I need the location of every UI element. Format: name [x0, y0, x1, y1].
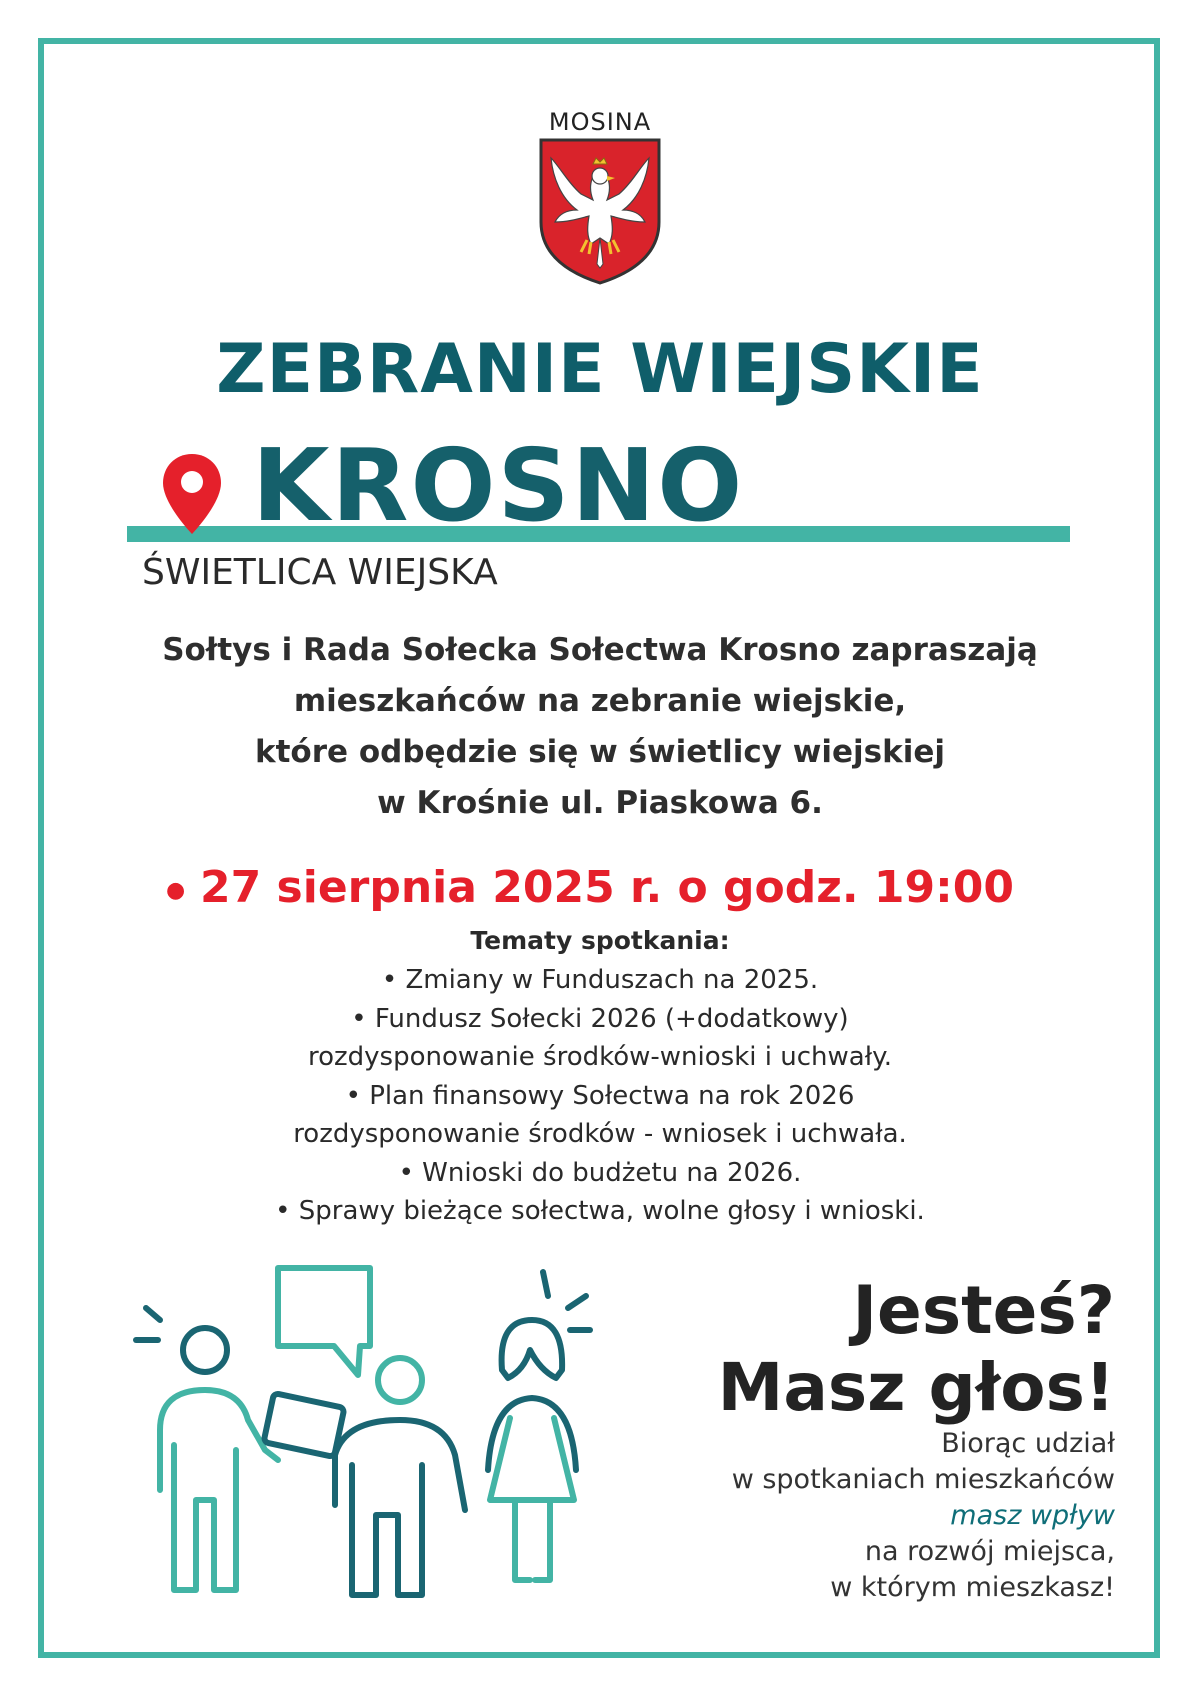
topic-line: rozdysponowanie środków - wniosek i uchwała.	[293, 1119, 907, 1149]
location-pin-icon	[160, 452, 224, 536]
headline: ZEBRANIE WIEJSKIE	[216, 330, 984, 409]
topics-title: Tematy spotkania:	[470, 926, 730, 955]
person-right-figure	[488, 1272, 590, 1580]
slogan-line-1: Jesteś?	[852, 1272, 1115, 1349]
note-emphasis: masz wpływ	[950, 1500, 1115, 1531]
note-line: na rozwój miejsca,	[864, 1536, 1115, 1567]
note-line: w spotkaniach mieszkańców	[731, 1464, 1115, 1495]
note-line: Biorąc udział	[941, 1428, 1115, 1459]
invitation-line: mieszkańców na zebranie wiejskie,	[293, 683, 907, 719]
invitation-line: które odbędzie się w świetlicy wiejskiej	[255, 734, 945, 770]
topic-line: • Zmiany w Funduszach na 2025.	[381, 965, 819, 995]
topic-line: • Plan finansowy Sołectwa na rok 2026	[345, 1080, 855, 1111]
topic-line: rozdysponowanie środków-wnioski i uchwały.	[307, 1042, 893, 1072]
crest-name: MOSINA	[548, 108, 652, 136]
meeting-date-text: 27 sierpnia 2025 r. o godz. 19:00	[200, 862, 1014, 913]
topics-list	[100, 961, 1100, 1231]
venue-name: ŚWIETLICA WIEJSKA	[142, 552, 498, 593]
date-bullet-icon: ●	[166, 878, 186, 903]
slogan-line-2: Masz głos!	[717, 1349, 1115, 1427]
person-middle-figure	[335, 1358, 465, 1595]
slogan	[718, 1272, 1115, 1426]
note-line: w którym mieszkasz!	[830, 1572, 1115, 1603]
invitation-text	[80, 625, 1120, 829]
invitation-line: w Krośnie ul. Piaskowa 6.	[377, 785, 823, 821]
coat-of-arms-icon	[537, 136, 663, 286]
topic-line: • Wnioski do budżetu na 2026.	[398, 1157, 802, 1188]
meeting-date	[168, 862, 1068, 913]
place-name: KROSNO	[252, 427, 745, 544]
person-left-figure	[136, 1308, 278, 1590]
people-talking-illustration	[120, 1260, 680, 1610]
topic-line: • Sprawy bieżące sołectwa, wolne głosy i wnioski.	[275, 1196, 925, 1226]
topic-line: • Fundusz Sołecki 2026 (+dodatkowy)	[351, 1003, 849, 1034]
participation-note	[732, 1426, 1115, 1606]
invitation-line: Sołtys i Rada Sołecka Sołectwa Krosno zapraszają	[162, 632, 1038, 668]
